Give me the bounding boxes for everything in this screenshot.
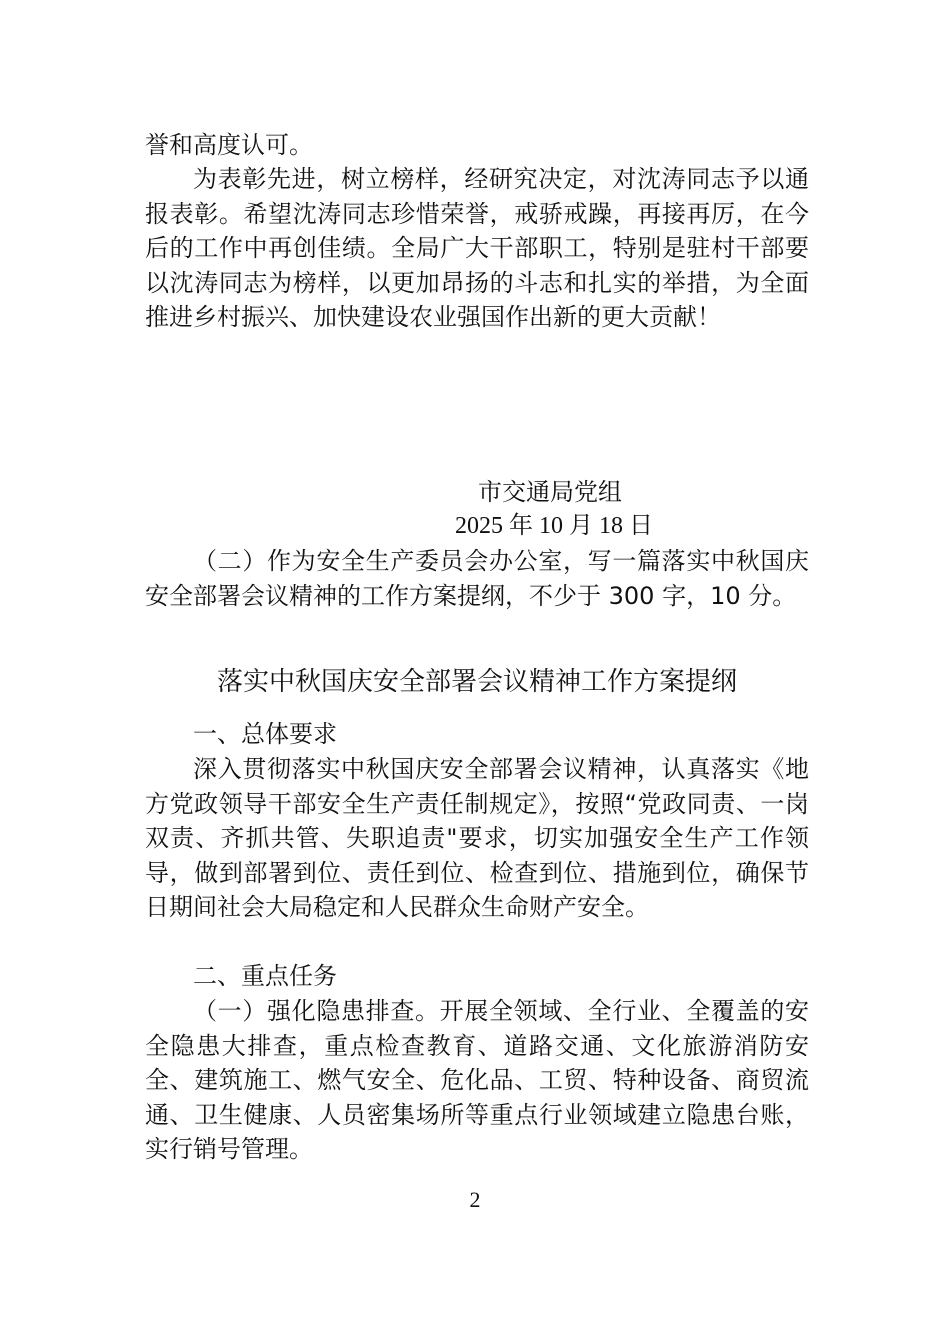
outline-title: 落实中秋国庆安全部署会议精神工作方案提纲 (216, 667, 737, 697)
section-body-general-requirements: 深入贯彻落实中秋国庆安全部署会议精神，认真落实《地方党政领导干部安全生产责任制规定》，按照“党政同责、一岗双责、齐抓共管、失职追责"要求，切实加强安全生产工作领导，做到部署到位、责任到位、检查到位、措施到位，确保节日期间社会大局稳定和人民群众生命财产安全。 (145, 755, 809, 921)
paragraph-continuation: 誉和高度认可。 (145, 131, 313, 159)
question-prompt: （二）作为安全生产委员会办公室，写一篇落实中秋国庆安全部署会议精神的工作方案提纲，不少于 300 字，10 分。 (145, 547, 809, 610)
page-number: 2 (469, 1187, 481, 1212)
signature-organization: 市交通局党组 (478, 478, 622, 506)
signature-date: 2025 年 10 月 18 日 (455, 513, 653, 539)
section-heading-key-tasks: 二、重点任务 (193, 962, 337, 990)
paragraph-commendation: 为表彰先进，树立榜样，经研究决定，对沈涛同志予以通报表彰。希望沈涛同志珍惜荣誉，戒骄戒躁，再接再厉，在今后的工作中再创佳绩。全局广大干部职工，特别是驻村干部要以沈涛同志为榜样，以更加昂扬的斗志和扎实的举措，为全面推进乡村振兴、加快建设农业强国作出新的更大贡献！ (145, 165, 809, 331)
section-heading-general-requirements: 一、总体要求 (193, 720, 337, 748)
task-item-hazard-inspection: （一）强化隐患排查。开展全领域、全行业、全覆盖的安全隐患大排查，重点检查教育、道路交通、文化旅游消防安全、建筑施工、燃气安全、危化品、工贸、特种设备、商贸流通、卫生健康、人员密集场所等重点行业领域建立隐患台账，实行销号管理。 (145, 997, 809, 1163)
